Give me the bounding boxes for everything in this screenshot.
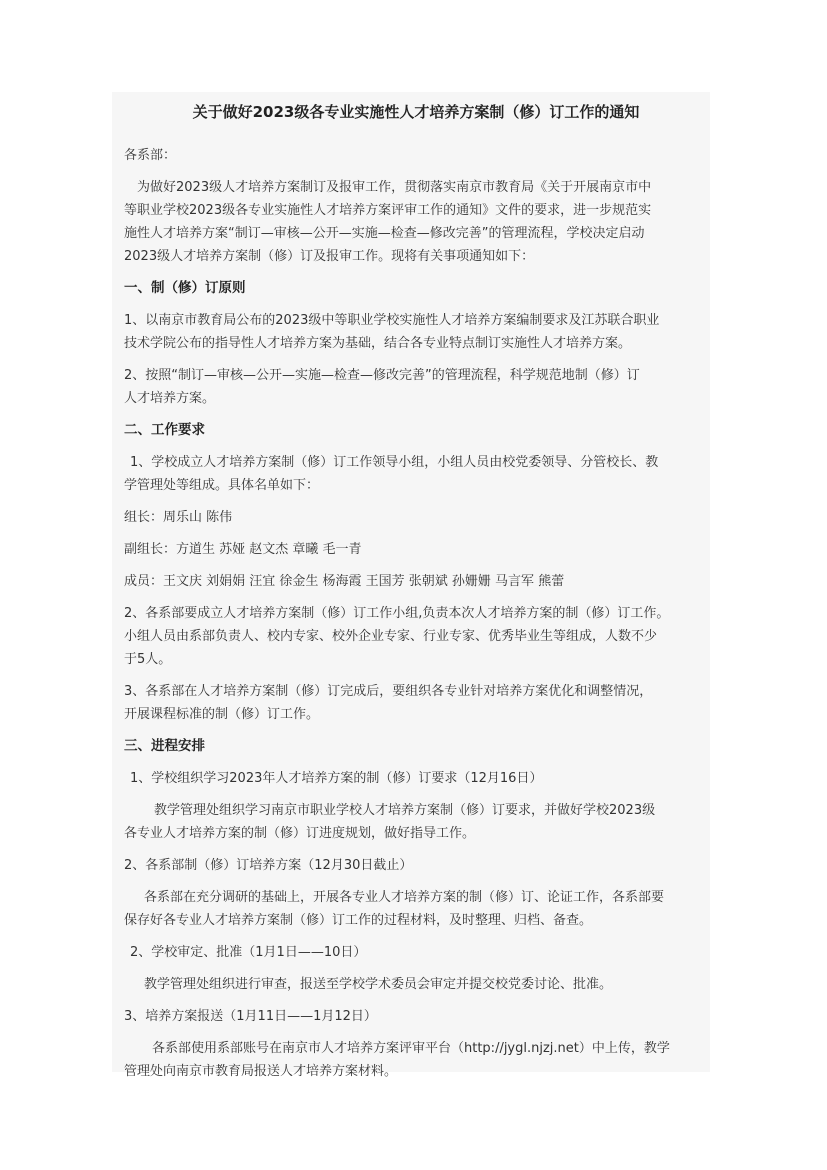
intro-line: 等职业学校2023级各专业实施性人才培养方案评审工作的通知》文件的要求，进一步规范实 xyxy=(124,203,652,218)
requirement-paragraph-3 xyxy=(124,680,708,726)
schedule-item-3-body: 教学管理处组织进行审查，报送至学校学术委员会审定并提交校党委讨论、批准。 xyxy=(144,977,613,992)
intro-line: 施性人才培养方案“制订—审核—公开—实施—检查—修改完善”的管理流程，学校决定启动 xyxy=(124,226,645,241)
paragraph-line: 1、以南京市教育局公布的2023级中等职业学校实施性人才培养方案编制要求及江苏联合职业 xyxy=(124,313,660,328)
requirement-paragraph-2 xyxy=(124,602,708,671)
group-members: 成员：王文庆 刘娟娟 汪宜 徐金生 杨海霞 王国芳 张朝斌 孙姗姗 马言军 熊蕾 xyxy=(124,574,565,589)
group-leader: 组长：周乐山 陈伟 xyxy=(124,510,233,525)
paragraph-line: 各系部在充分调研的基础上，开展各专业人才培养方案的制（修）订、论证工作，各系部要 xyxy=(144,890,665,905)
paragraph-line: 各系部使用系部账号在南京市人才培养方案评审平台（http://jygl.njzj.net）中上传，教学 xyxy=(152,1041,670,1056)
schedule-item-1-body xyxy=(124,799,708,845)
section-heading-principles: 一、制（修）订原则 xyxy=(124,280,246,296)
principle-paragraph-1 xyxy=(124,309,708,355)
requirement-paragraph-1 xyxy=(124,451,708,497)
schedule-item-4: 3、培养方案报送（1月11日——1月12日） xyxy=(124,1009,377,1024)
section-heading-schedule: 三、进程安排 xyxy=(124,738,205,754)
intro-paragraph xyxy=(124,176,708,268)
paragraph-line: 2、按照“制订—审核—公开—实施—检查—修改完善”的管理流程，科学规范地制（修）订 xyxy=(124,368,640,383)
schedule-item-2-body xyxy=(124,886,708,932)
salutation: 各系部： xyxy=(124,148,177,163)
paragraph-line: 教学管理处组织学习南京市职业学校人才培养方案制（修）订要求，并做好学校2023级 xyxy=(154,803,656,818)
paragraph-line: 管理处向南京市教育局报送人才培养方案材料。 xyxy=(124,1064,398,1079)
paragraph-line: 1、学校成立人才培养方案制（修）订工作领导小组，小组人员由校党委领导、分管校长、教 xyxy=(130,455,659,470)
paragraph-line: 于5人。 xyxy=(124,652,172,667)
document-content xyxy=(124,100,708,1092)
schedule-item-2: 2、各系部制（修）订培养方案（12月30日截止） xyxy=(124,858,413,873)
group-deputy: 副组长：方道生 苏娅 赵文杰 章曦 毛一青 xyxy=(124,542,362,557)
paragraph-line: 保存好各专业人才培养方案制（修）订工作的过程材料，及时整理、归档、备查。 xyxy=(124,913,593,928)
paragraph-line: 学管理处等组成。具体名单如下： xyxy=(124,478,320,493)
intro-line: 2023级人才培养方案制（修）订及报审工作。现将有关事项通知如下： xyxy=(124,249,535,264)
document-title: 关于做好2023级各专业实施性人才培养方案制（修）订工作的通知 xyxy=(192,103,640,121)
section-heading-requirements: 二、工作要求 xyxy=(124,422,205,438)
paragraph-line: 技术学院公布的指导性人才培养方案为基础，结合各专业特点制订实施性人才培养方案。 xyxy=(124,336,632,351)
intro-line: 为做好2023级人才培养方案制订及报审工作，贯彻落实南京市教育局《关于开展南京市中 xyxy=(137,180,652,195)
schedule-item-4-body xyxy=(124,1037,708,1083)
paragraph-line: 各专业人才培养方案的制（修）订进度规划，做好指导工作。 xyxy=(124,826,476,841)
paragraph-line: 开展课程标准的制（修）订工作。 xyxy=(124,707,320,722)
principle-paragraph-2 xyxy=(124,364,708,410)
paragraph-line: 小组人员由系部负责人、校内专家、校外企业专家、行业专家、优秀毕业生等组成，人数不少 xyxy=(124,629,658,644)
paragraph-line: 2、各系部要成立人才培养方案制（修）订工作小组,负责本次人才培养方案的制（修）订工作。 xyxy=(124,606,670,621)
schedule-item-3: 2、学校审定、批准（1月1日——10日） xyxy=(130,945,367,960)
schedule-item-1: 1、学校组织学习2023年人才培养方案的制（修）订要求（12月16日） xyxy=(130,771,543,786)
paragraph-line: 人才培养方案。 xyxy=(124,391,216,406)
paragraph-line: 3、各系部在人才培养方案制（修）订完成后，要组织各专业针对培养方案优化和调整情况， xyxy=(124,684,653,699)
